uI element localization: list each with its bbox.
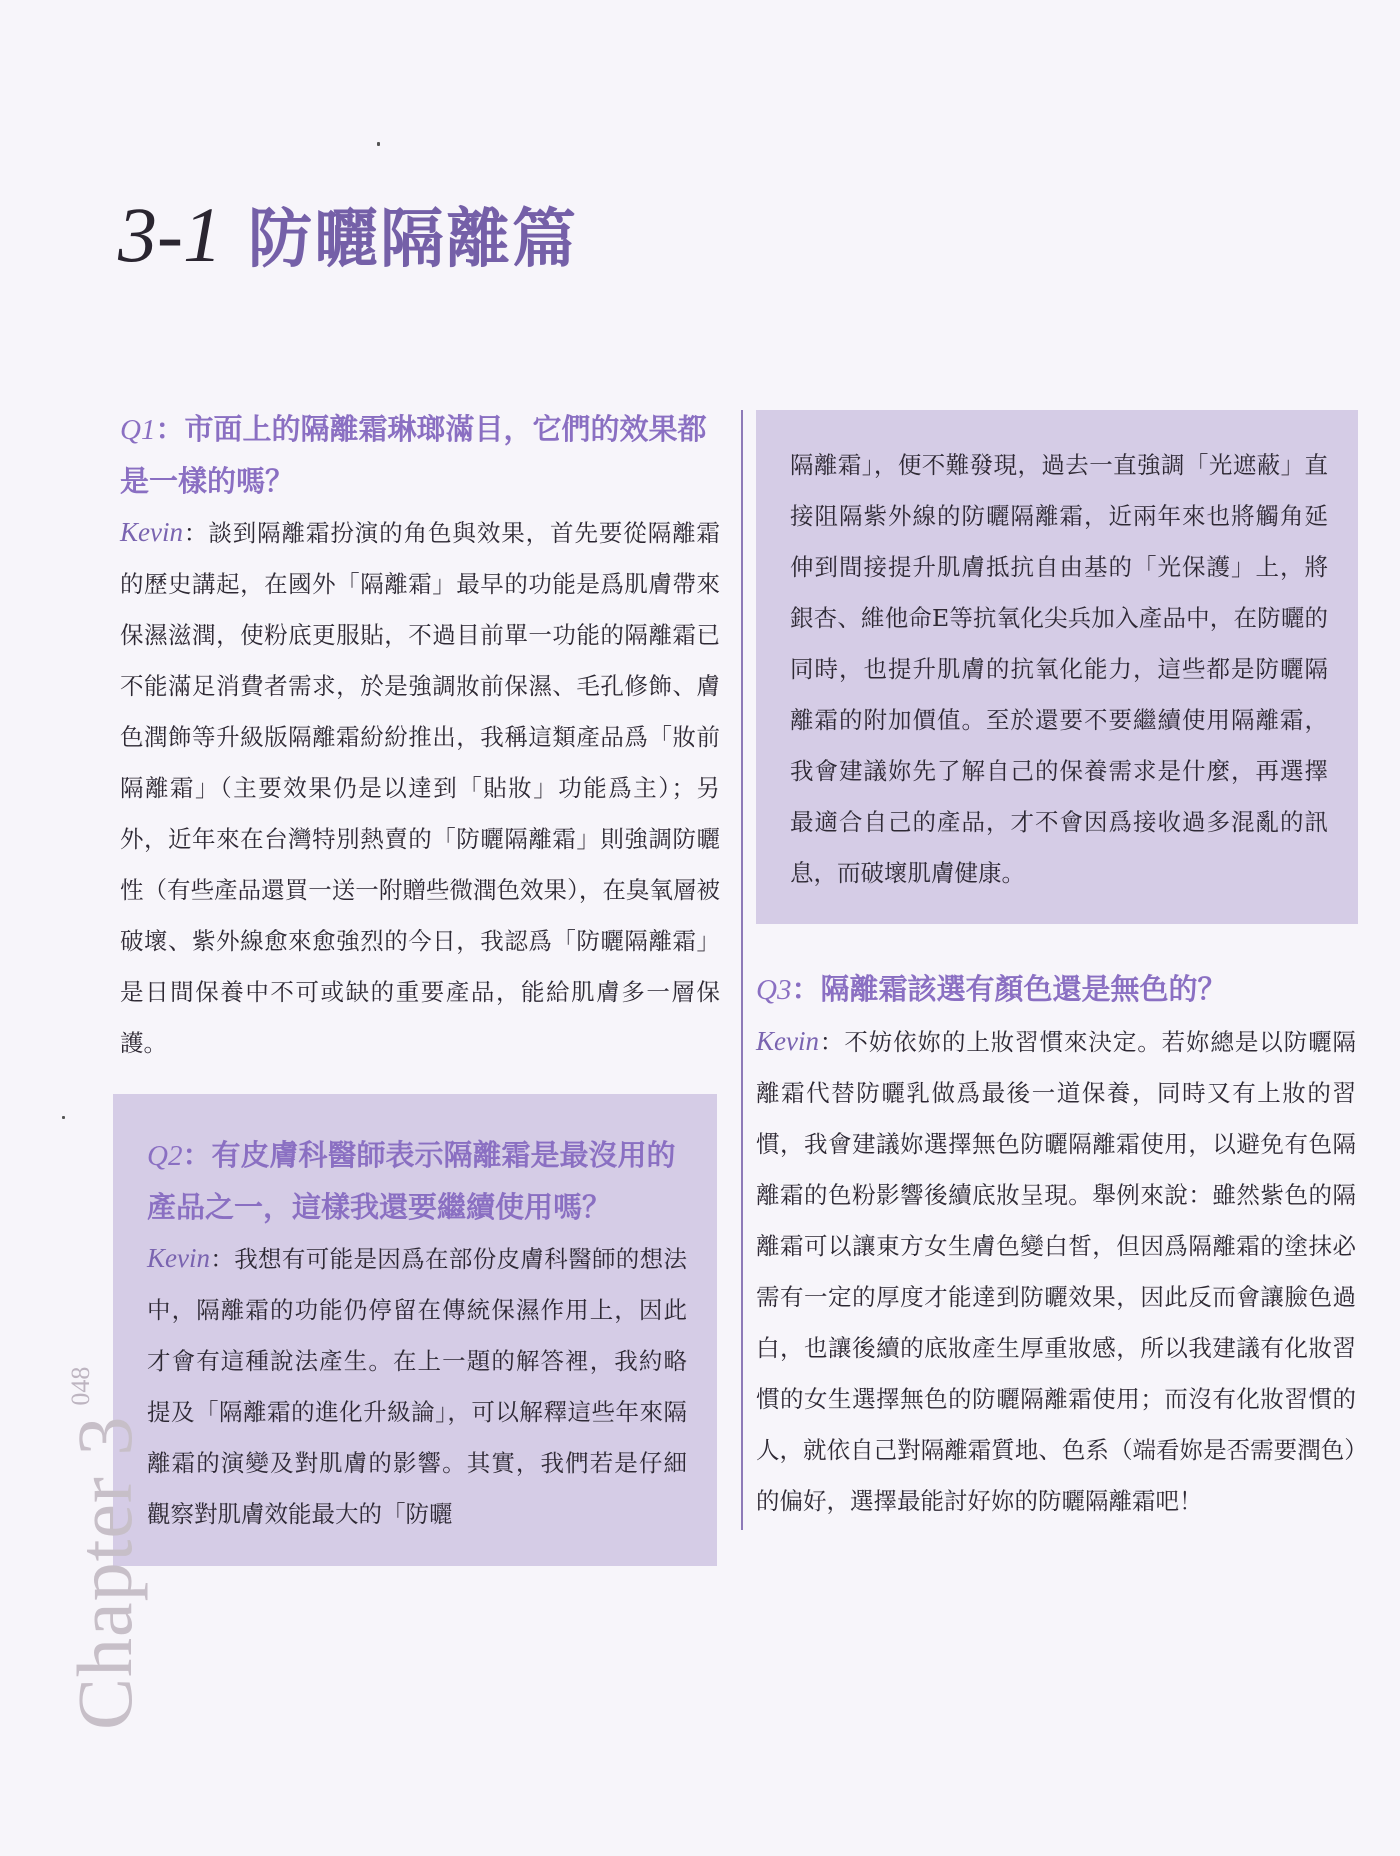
q2-label: Q2 bbox=[147, 1140, 183, 1172]
q1-answer-text: 談到隔離霜扮演的角色與效果，首先要從隔離霜的歷史講起，在國外「隔離霜」最早的功能是爲肌膚帶來保濕滋潤，使粉底更服貼，不過目前單一功能的隔離霜已不能滿足消費者需求，於是強調妝前保濕、毛孔修飾、膚色潤飾等升級版隔離霜紛紛推出，我稱這類產品爲「妝前隔離霜」（主要效果仍是以達到「貼妝」功能爲主）；另外，近年來在台灣特別熱賣的「防曬隔離霜」則強調防曬性（有些產品還買一送一附贈些微潤色效果），在臭氧層被破壞、紫外線愈來愈強烈的今日，我認爲「防曬隔離霜」是日間保養中不可或缺的重要產品，能給肌膚多一層保護。 bbox=[120, 519, 721, 1057]
q2-sep: ： bbox=[182, 1138, 212, 1172]
q3-speaker-sep: ： bbox=[818, 1028, 845, 1056]
chapter-label: Chapter 3 bbox=[61, 1415, 148, 1730]
q3-answer-text: 不妨依妳的上妝習慣來決定。若妳總是以防曬隔離霜代替防曬乳做爲最後一道保養，同時又有上妝的習慣，我會建議妳選擇無色防曬隔離霜使用，以避免有色隔離霜的色粉影響後續底妝呈現。舉例來說：雖然紫色的隔離霜可以讓東方女生膚色變白皙，但因爲隔離霜的塗抹必需有一定的厚度才能達到防曬效果，因此反而會讓臉色過白，也讓後續的底妝產生厚重妝感，所以我建議有化妝習慣的女生選擇無色的防曬隔離霜使用；而沒有化妝習慣的人，就依自己對隔離霜質地、色系（端看妳是否需要潤色）的偏好，選擇最能討好妳的防曬隔離霜吧！ bbox=[756, 1028, 1357, 1515]
q1-question-text: 市面上的隔離霜琳瑯滿目，它們的效果都是一樣的嗎？ bbox=[120, 412, 707, 498]
q2-continued bbox=[790, 440, 1328, 899]
section-number: 3-1 bbox=[118, 191, 222, 278]
q3-answer bbox=[756, 1016, 1356, 1527]
q2-question bbox=[147, 1130, 687, 1233]
print-speck bbox=[62, 1116, 65, 1119]
page-title bbox=[118, 188, 578, 288]
chapter-side-label bbox=[60, 1367, 150, 1730]
q3-label: Q3 bbox=[756, 974, 792, 1006]
q1-question bbox=[120, 404, 720, 507]
q1-sep: ： bbox=[155, 412, 185, 446]
q3-speaker: Kevin bbox=[756, 1026, 819, 1056]
q3-sep: ： bbox=[791, 972, 821, 1006]
column-divider bbox=[741, 410, 743, 1530]
print-speck bbox=[377, 142, 380, 146]
q2-answer-text: 我想有可能是因爲在部份皮膚科醫師的想法中，隔離霜的功能仍停留在傳統保濕作用上，因此才會有這種說法產生。在上一題的解答裡，我約略提及「隔離霜的進化升級論」，可以解釋這些年來隔離霜的演變及對肌膚的影響。其實，我們若是仔細觀察對肌膚效能最大的「防曬 bbox=[147, 1245, 688, 1528]
page-number: 048 bbox=[66, 1366, 95, 1406]
q2-question-text: 有皮膚科醫師表示隔離霜是最沒用的產品之一，這樣我還要繼續使用嗎？ bbox=[147, 1138, 676, 1224]
section-title: 防曬隔離篇 bbox=[247, 202, 578, 277]
q1-label: Q1 bbox=[120, 414, 156, 446]
q3-question-text: 隔離霜該選有顏色還是無色的？ bbox=[820, 972, 1227, 1006]
q1-speaker: Kevin bbox=[120, 517, 183, 547]
q2-section bbox=[147, 1130, 687, 1540]
q3-question bbox=[756, 964, 1356, 1016]
q2-answer bbox=[147, 1233, 687, 1540]
q1-speaker-sep: ： bbox=[182, 519, 209, 547]
q1-section bbox=[120, 404, 720, 1069]
q2-continued-box bbox=[756, 410, 1358, 924]
q2-answer-continued: 隔離霜」，便不難發現，過去一直強調「光遮蔽」直接阻隔紫外線的防曬隔離霜，近兩年來也將觸角延伸到間接提升肌膚抵抗自由基的「光保護」上，將銀杏、維他命E等抗氧化尖兵加入產品中，在防曬的同時，也提升肌膚的抗氧化能力，這些都是防曬隔離霜的附加價值。至於還要不要繼續使用隔離霜，我會建議妳先了解自己的保養需求是什麼，再選擇最適合自己的產品，才不會因爲接收過多混亂的訊息，而破壞肌膚健康。 bbox=[790, 451, 1328, 887]
q3-section bbox=[756, 964, 1356, 1527]
q2-speaker: Kevin bbox=[147, 1243, 210, 1273]
q1-answer bbox=[120, 507, 720, 1069]
q2-speaker-sep: ： bbox=[209, 1245, 235, 1273]
q2-box bbox=[113, 1094, 717, 1566]
